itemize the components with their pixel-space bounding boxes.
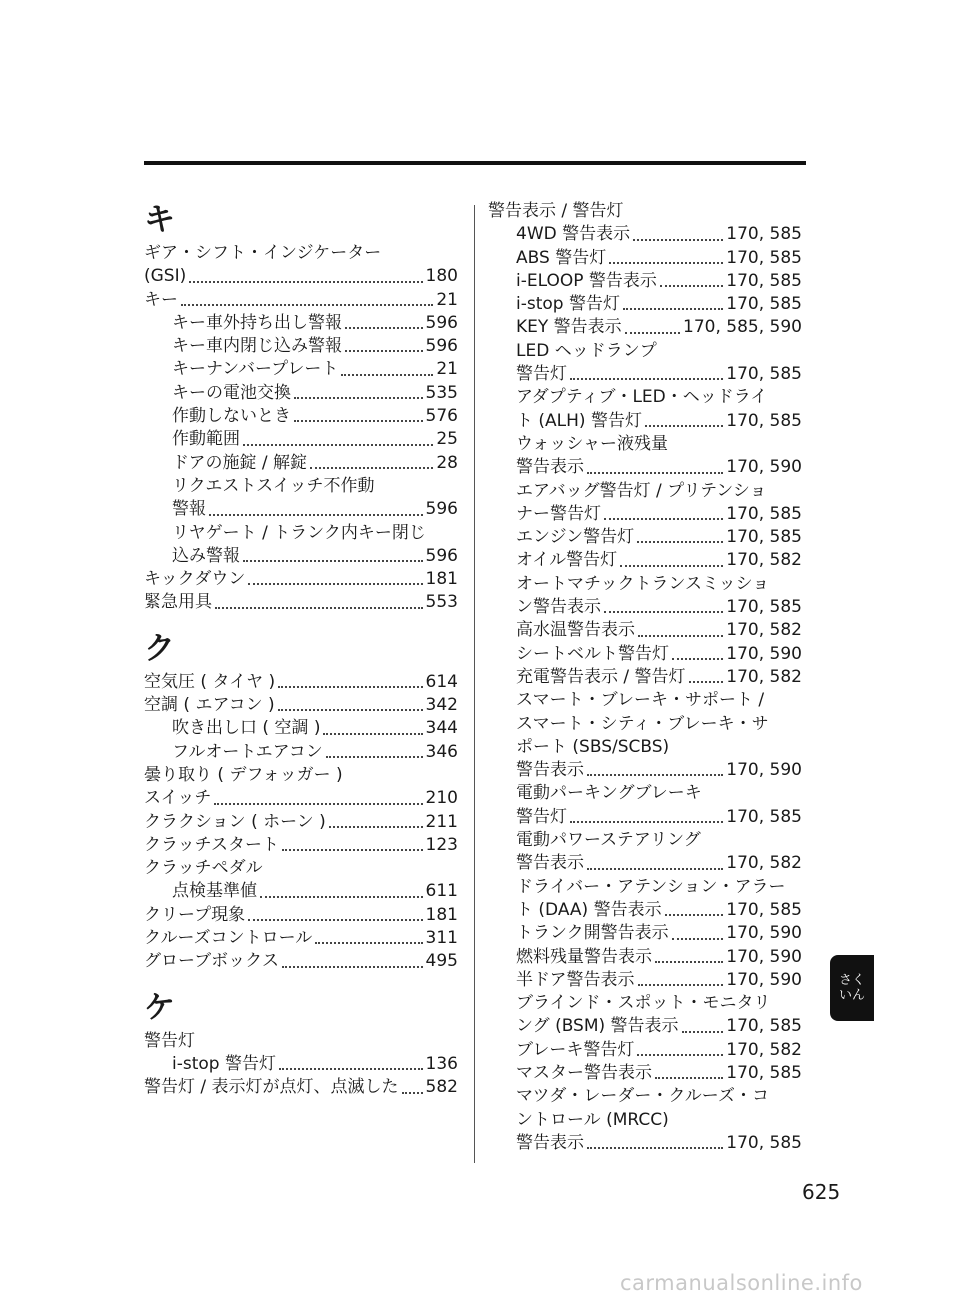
dot-leader xyxy=(638,984,724,986)
index-page-ref: 170, 590 xyxy=(726,643,802,664)
index-entry xyxy=(488,643,802,666)
dot-leader xyxy=(625,332,680,334)
index-term: フルオートエアコン xyxy=(172,741,323,762)
section-heading: ク xyxy=(144,630,175,667)
index-entry xyxy=(144,717,458,740)
dot-leader xyxy=(329,826,423,828)
index-term: ング (BSM) 警告表示 xyxy=(516,1016,679,1037)
index-page-ref: 614 xyxy=(425,671,458,692)
dot-leader xyxy=(604,611,723,613)
index-entry xyxy=(144,904,458,927)
index-term: ABS 警告灯 xyxy=(516,247,607,268)
index-term: クラッチスタート xyxy=(144,834,279,855)
index-heading-line: ドライバー・アテンション・アラー xyxy=(516,876,786,897)
index-entry xyxy=(144,671,458,694)
dot-leader xyxy=(341,374,433,376)
index-term: 4WD 警告表示 xyxy=(516,224,631,245)
index-term: マスター警告表示 xyxy=(516,1062,652,1083)
page-number: 625 xyxy=(802,1180,841,1204)
index-entry xyxy=(488,969,802,992)
dot-leader xyxy=(633,239,723,241)
dot-leader xyxy=(209,514,423,516)
dot-leader xyxy=(682,1031,724,1033)
index-entry xyxy=(144,545,458,568)
index-page-ref: 180 xyxy=(425,266,458,287)
index-entry xyxy=(144,428,458,451)
index-term: 空気圧 ( タイヤ ) xyxy=(144,671,276,692)
index-page-ref: 170, 585 xyxy=(726,364,802,385)
dot-leader xyxy=(587,1147,723,1149)
index-term: エンジン警告灯 xyxy=(516,527,635,548)
index-term: クルーズコントロール xyxy=(144,928,313,949)
dot-leader xyxy=(570,821,723,823)
index-entry xyxy=(488,223,802,246)
index-entry xyxy=(144,927,458,950)
index-heading-line: 警告灯 xyxy=(144,1030,195,1051)
index-term: 警告表示 xyxy=(516,1132,584,1153)
index-page-ref: 170, 590 xyxy=(726,760,802,781)
index-page-ref: 170, 590 xyxy=(726,946,802,967)
index-term: i-ELOOP 警告表示 xyxy=(516,270,657,291)
index-term: ナー警告灯 xyxy=(516,503,601,524)
index-page-ref: 170, 585 xyxy=(726,224,802,245)
index-heading-line: ギア・シフト・インジケーター xyxy=(144,243,382,263)
index-page-ref: 170, 582 xyxy=(726,853,802,874)
index-term: ブレーキ警告灯 xyxy=(516,1039,635,1060)
index-entry xyxy=(144,265,458,288)
index-term: 作動しないとき xyxy=(172,406,291,427)
index-page-ref: 596 xyxy=(425,545,458,566)
side-tab-line1: さく xyxy=(838,973,865,988)
index-entry xyxy=(488,922,802,945)
index-term: キー車内閉じ込み警報 xyxy=(172,336,342,357)
index-term: クラクション ( ホーン ) xyxy=(144,811,326,832)
index-page-ref: 170, 585 xyxy=(726,806,802,827)
index-page-ref: 181 xyxy=(425,569,458,590)
index-entry xyxy=(488,1132,802,1155)
index-entry xyxy=(144,382,458,405)
dot-leader xyxy=(570,378,723,380)
index-heading-line: クラッチペダル xyxy=(144,858,263,879)
index-term: 作動範囲 xyxy=(172,429,240,450)
index-heading-line: リクエストスイッチ不作動 xyxy=(172,475,375,496)
index-page-ref: 596 xyxy=(425,336,458,357)
index-term: 警告灯 xyxy=(516,806,567,827)
index-term: 緊急用具 xyxy=(144,592,212,613)
index-page-ref: 170, 582 xyxy=(726,620,802,641)
index-entry xyxy=(488,1039,802,1062)
dot-leader xyxy=(214,803,422,805)
index-heading-line: マツダ・レーダー・クルーズ・コ xyxy=(516,1086,769,1107)
index-entry xyxy=(488,666,802,689)
index-term: 燃料残量警告表示 xyxy=(516,946,652,967)
index-term: キー車外持ち出し警報 xyxy=(172,312,342,333)
index-heading-line: 曇り取り ( デフォッガー ) xyxy=(144,764,343,785)
index-entry xyxy=(488,293,802,316)
index-page-ref: 170, 590 xyxy=(726,923,802,944)
dot-leader xyxy=(326,756,423,758)
index-heading-line: ントロール (MRCC) xyxy=(516,1109,669,1130)
index-page-ref: 344 xyxy=(425,718,458,739)
index-page-ref: 170, 590 xyxy=(726,457,802,478)
index-term: 警報 xyxy=(172,499,206,520)
index-entry xyxy=(144,741,458,764)
index-term: 空調 ( エアコン ) xyxy=(144,695,275,716)
index-page-ref: 170, 585 xyxy=(726,1016,802,1037)
dot-leader xyxy=(248,583,422,585)
index-term: 警告表示 xyxy=(516,457,584,478)
index-entry xyxy=(144,335,458,358)
index-page-ref: 28 xyxy=(436,452,458,473)
index-page-ref: 535 xyxy=(425,382,458,403)
dot-leader xyxy=(672,658,723,660)
index-heading-line: ブラインド・スポット・モニタリ xyxy=(516,993,771,1014)
index-page-ref: 170, 585 xyxy=(726,597,802,618)
index-entry xyxy=(144,498,458,521)
index-entry xyxy=(144,880,458,903)
index-term: KEY 警告表示 xyxy=(516,317,622,338)
index-entry xyxy=(488,247,802,270)
index-entry xyxy=(488,363,802,386)
index-page-ref: 170, 585 xyxy=(726,410,802,431)
dot-leader xyxy=(587,472,723,474)
dot-leader xyxy=(604,518,723,520)
index-page-ref: 170, 585 xyxy=(726,270,802,291)
side-tab-line2: いん xyxy=(838,988,865,1003)
dot-leader xyxy=(655,961,723,963)
index-term: 警告灯 xyxy=(516,364,567,385)
index-heading-line: スマート・ブレーキ・サポート / xyxy=(516,690,765,711)
index-term: i-stop 警告灯 xyxy=(516,294,620,315)
index-term: キー xyxy=(144,289,178,310)
dot-leader xyxy=(402,1092,423,1094)
dot-leader xyxy=(315,942,422,944)
top-rule xyxy=(144,161,806,165)
dot-leader xyxy=(243,444,433,446)
index-entry xyxy=(144,811,458,834)
index-entry xyxy=(488,759,802,782)
index-entry xyxy=(488,526,802,549)
index-entry xyxy=(144,452,458,475)
index-page-ref: 170, 585, 590 xyxy=(683,317,802,338)
index-entry xyxy=(144,834,458,857)
index-entry xyxy=(144,405,458,428)
index-term: グローブボックス xyxy=(144,951,279,972)
index-page-ref: 611 xyxy=(425,881,458,902)
column-divider xyxy=(474,205,475,1163)
index-heading-line: スマート・シティ・ブレーキ・サ xyxy=(516,713,769,734)
index-page-ref: 495 xyxy=(425,951,458,972)
dot-leader xyxy=(689,681,724,683)
index-side-tab[interactable] xyxy=(830,955,874,1021)
index-page-ref: 170, 585 xyxy=(726,899,802,920)
index-heading-line: LED ヘッドランプ xyxy=(516,340,657,361)
index-term: シートベルト警告灯 xyxy=(516,643,669,664)
index-page-ref: 21 xyxy=(436,359,458,380)
index-heading-line: アダプティブ・LED・ヘッドライ xyxy=(516,387,768,408)
index-left-column xyxy=(144,200,458,1100)
index-heading-line: 電動パワーステアリング xyxy=(516,830,701,851)
index-page-ref: 596 xyxy=(425,499,458,520)
index-term: 警告灯 / 表示灯が点灯、点滅した xyxy=(144,1077,399,1098)
index-entry xyxy=(144,787,458,810)
dot-leader xyxy=(637,541,723,543)
index-term: 充電警告表示 / 警告灯 xyxy=(516,666,686,687)
index-entry xyxy=(144,1076,458,1099)
dot-leader xyxy=(294,420,423,422)
dot-leader xyxy=(623,308,723,310)
index-entry xyxy=(488,410,802,433)
dot-leader xyxy=(282,849,423,851)
index-entry xyxy=(488,1062,802,1085)
section-heading: キ xyxy=(144,202,175,238)
index-entry xyxy=(488,619,802,642)
index-page-ref: 596 xyxy=(425,312,458,333)
index-entry xyxy=(488,899,802,922)
index-page-ref: 123 xyxy=(425,834,458,855)
dot-leader xyxy=(665,914,724,916)
index-page-ref: 21 xyxy=(436,289,458,310)
index-term: キーの電池交換 xyxy=(172,382,291,403)
index-term: 半ドア警告表示 xyxy=(516,969,635,990)
index-entry xyxy=(144,591,458,614)
index-entry xyxy=(488,316,802,339)
dot-leader xyxy=(310,467,433,469)
index-page-ref: 311 xyxy=(425,928,458,949)
dot-leader xyxy=(323,733,422,735)
index-page-ref: 170, 585 xyxy=(726,1062,802,1083)
index-heading-line: エアバッグ警告灯 / プリテンショ xyxy=(516,480,767,501)
dot-leader xyxy=(672,938,724,940)
index-page-ref: 170, 585 xyxy=(726,1132,802,1153)
index-term: キックダウン xyxy=(144,569,246,590)
dot-leader xyxy=(189,281,422,283)
index-page-ref: 170, 582 xyxy=(726,666,802,687)
index-page-ref: 136 xyxy=(425,1053,458,1074)
index-page-ref: 170, 582 xyxy=(726,550,802,571)
index-term: クリープ現象 xyxy=(144,904,246,925)
index-term: 吹き出し口 ( 空調 ) xyxy=(172,718,321,739)
index-heading-line: ポート (SBS/SCBS) xyxy=(516,736,670,757)
dot-leader xyxy=(637,1054,723,1056)
index-entry xyxy=(488,456,802,479)
dot-leader xyxy=(638,635,723,637)
dot-leader xyxy=(660,285,723,287)
index-entry xyxy=(144,694,458,717)
dot-leader xyxy=(345,327,423,329)
dot-leader xyxy=(345,350,423,352)
index-entry xyxy=(488,596,802,619)
watermark: carmanualsonline.info xyxy=(620,1271,863,1295)
index-term: (GSI) xyxy=(144,266,187,287)
index-entry xyxy=(488,503,802,526)
section-heading: ケ xyxy=(144,989,175,1026)
dot-leader xyxy=(215,607,423,609)
index-page-ref: 170, 582 xyxy=(726,1039,802,1060)
dot-leader xyxy=(260,896,423,898)
index-page-ref: 210 xyxy=(425,788,458,809)
index-term: ドアの施錠 / 解錠 xyxy=(172,452,308,473)
index-heading-line: オートマチックトランスミッショ xyxy=(516,573,770,594)
index-entry xyxy=(488,946,802,969)
index-term: i-stop 警告灯 xyxy=(172,1053,276,1074)
index-entry xyxy=(488,270,802,293)
index-right-column xyxy=(488,200,802,1155)
dot-leader xyxy=(620,565,723,567)
index-term: ト (DAA) 警告表示 xyxy=(516,899,662,920)
index-entry xyxy=(144,1053,458,1076)
index-page-ref: 576 xyxy=(425,406,458,427)
dot-leader xyxy=(279,1068,423,1070)
index-term: 警告表示 xyxy=(516,760,584,781)
dot-leader xyxy=(243,560,423,562)
index-heading-line: ウォッシャー液残量 xyxy=(516,433,668,454)
index-page-ref: 170, 585 xyxy=(726,247,802,268)
dot-leader xyxy=(278,709,423,711)
dot-leader xyxy=(645,425,723,427)
index-term: トランク開警告表示 xyxy=(516,923,669,944)
index-page-ref: 25 xyxy=(436,429,458,450)
index-term: オイル警告灯 xyxy=(516,550,618,571)
dot-leader xyxy=(248,919,422,921)
index-entry xyxy=(488,1015,802,1038)
index-page-ref: 170, 585 xyxy=(726,527,802,548)
index-entry xyxy=(144,289,458,312)
index-page-ref: 170, 590 xyxy=(726,969,802,990)
index-term: キーナンバープレート xyxy=(172,359,339,380)
index-page-ref: 346 xyxy=(425,741,458,762)
index-entry xyxy=(488,852,802,875)
index-entry xyxy=(144,568,458,591)
index-term: スイッチ xyxy=(144,788,212,809)
index-term: 高水温警告表示 xyxy=(516,620,635,641)
index-term: 警告表示 xyxy=(516,853,584,874)
dot-leader xyxy=(655,1077,723,1079)
index-heading-line: 警告表示 / 警告灯 xyxy=(488,201,624,221)
dot-leader xyxy=(609,262,723,264)
index-heading-line: リヤゲート / トランク内キー閉じ xyxy=(172,522,426,543)
index-page-ref: 582 xyxy=(425,1077,458,1098)
index-term: ト (ALH) 警告灯 xyxy=(516,410,642,431)
index-page-ref: 181 xyxy=(425,904,458,925)
index-page-ref: 211 xyxy=(425,811,458,832)
dot-leader xyxy=(282,966,423,968)
index-entry xyxy=(488,806,802,829)
index-heading-line: 電動パーキングブレーキ xyxy=(516,783,702,804)
dot-leader xyxy=(587,774,723,776)
dot-leader xyxy=(181,304,433,306)
index-entry xyxy=(488,549,802,572)
index-term: 込み警報 xyxy=(172,545,240,566)
index-page-ref: 170, 585 xyxy=(726,294,802,315)
dot-leader xyxy=(587,868,723,870)
index-entry xyxy=(144,358,458,381)
dot-leader xyxy=(294,397,423,399)
index-page-ref: 170, 585 xyxy=(726,503,802,524)
index-page-ref: 342 xyxy=(425,695,458,716)
index-term: 点検基準値 xyxy=(172,881,257,902)
index-page-ref: 553 xyxy=(425,592,458,613)
dot-leader xyxy=(278,686,422,688)
index-entry xyxy=(144,950,458,973)
index-entry xyxy=(144,312,458,335)
index-term: ン警告表示 xyxy=(516,597,601,618)
